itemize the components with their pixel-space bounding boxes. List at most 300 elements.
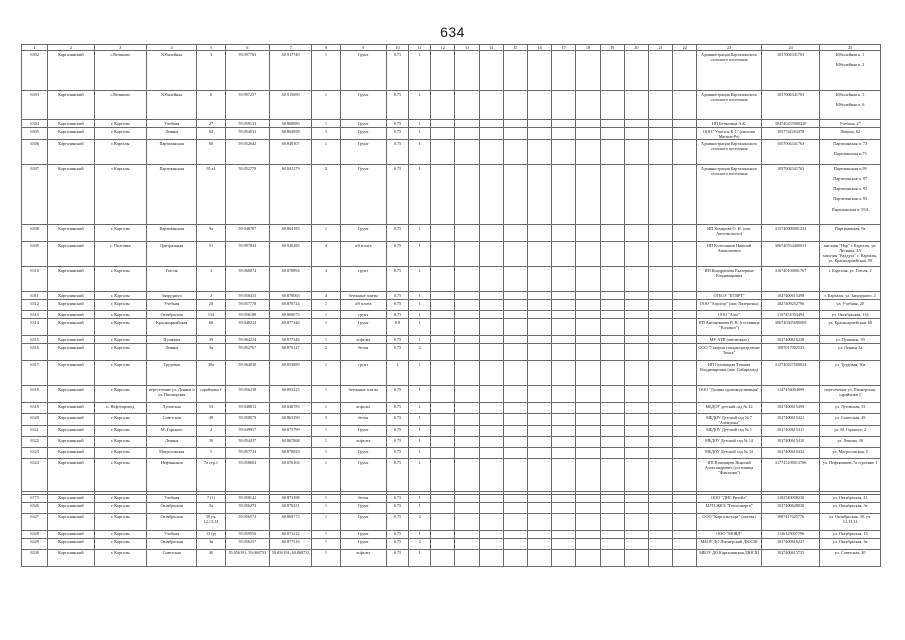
- table-cell: Грунт: [340, 538, 386, 549]
- table-cell: 0.75: [386, 140, 408, 165]
- table-cell: [576, 91, 600, 120]
- table-cell: пересечение ул. Пионерская, сарайчики 1: [820, 386, 881, 403]
- table-cell: 59.054033: [225, 128, 269, 140]
- table-row: [22, 437, 881, 448]
- column-header: 7: [269, 45, 311, 51]
- table-cell: 134: [197, 311, 225, 319]
- column-header: 22: [673, 45, 697, 51]
- table-cell: [455, 267, 479, 292]
- table-cell: 6326: [22, 502, 48, 513]
- table-cell: Карталинский: [48, 51, 94, 91]
- table-cell: [624, 502, 648, 513]
- table-row: [22, 448, 881, 459]
- table-cell: [528, 165, 552, 225]
- table-cell: 1: [312, 403, 340, 414]
- table-cell: [479, 267, 503, 292]
- table-cell: ул. Октябрьская, 30, уч. 12,13,14: [820, 513, 881, 530]
- table-cell: [600, 128, 624, 140]
- table-cell: [673, 165, 697, 225]
- table-cell: 6313: [22, 311, 48, 319]
- table-cell: [479, 502, 503, 513]
- table-cell: [648, 437, 672, 448]
- table-cell: [431, 140, 455, 165]
- table-cell: 2: [197, 267, 225, 292]
- table-cell: [479, 386, 503, 403]
- table-cell: [431, 120, 455, 128]
- table-cell: [552, 120, 576, 128]
- table-cell: [600, 386, 624, 403]
- table-cell: 315740000001232: [761, 225, 819, 242]
- table-cell: 60.893223: [269, 386, 311, 403]
- table-row: [22, 300, 881, 311]
- table-cell: [600, 300, 624, 311]
- table-cell: ул. Ленина, 30: [820, 437, 881, 448]
- table-cell: [479, 538, 503, 549]
- table-cell: 6314: [22, 319, 48, 336]
- table-cell: [455, 165, 479, 225]
- table-cell: г. Карталы: [94, 530, 146, 538]
- table-cell: ул. Пушкина, 39: [820, 336, 881, 344]
- table-cell: [673, 386, 697, 403]
- table-cell: 1147456004099: [761, 386, 819, 403]
- table-cell: [552, 361, 576, 386]
- column-header: 24: [761, 45, 819, 51]
- table-cell: [624, 51, 648, 91]
- table-cell: ООО "МОЯЛ": [697, 530, 762, 538]
- table-cell: [624, 549, 648, 566]
- table-cell: [648, 403, 672, 414]
- table-cell: 59.058604: [225, 459, 269, 492]
- table-cell: 1057004341763: [761, 165, 819, 225]
- table-cell: 1: [409, 120, 431, 128]
- table-cell: [673, 344, 697, 361]
- table-cell: [431, 426, 455, 437]
- table-cell: [455, 361, 479, 386]
- table-row: [22, 336, 881, 344]
- table-cell: [431, 300, 455, 311]
- table-cell: [431, 437, 455, 448]
- table-cell: г. Карталы: [94, 300, 146, 311]
- table-cell: [552, 300, 576, 311]
- column-header: 10: [386, 45, 408, 51]
- table-cell: [528, 426, 552, 437]
- table-cell: 60.876127: [269, 344, 311, 361]
- table-cell: 59.997763: [225, 51, 269, 91]
- table-cell: [624, 414, 648, 426]
- table-cell: 1: [409, 91, 431, 120]
- table-cell: 4: [312, 292, 340, 300]
- table-cell: [600, 242, 624, 267]
- table-cell: 1: [409, 386, 431, 403]
- table-cell: Карталинский: [48, 242, 94, 267]
- table-cell: [600, 403, 624, 414]
- table-cell: [503, 437, 527, 448]
- table-cell: 59.054437: [225, 437, 269, 448]
- table-cell: 6330: [22, 549, 48, 566]
- table-cell: [673, 300, 697, 311]
- table-cell: 0.75: [386, 538, 408, 549]
- table-cell: [431, 128, 455, 140]
- table-cell: 0.75: [386, 549, 408, 566]
- table-cell: [648, 361, 672, 386]
- table-cell: [479, 128, 503, 140]
- table-cell: МБДОУ Детский сад № 1: [697, 426, 762, 437]
- table-cell: г. Карталы, ул. Гоголя, 2: [820, 267, 881, 292]
- table-cell: [624, 386, 648, 403]
- table-cell: [455, 448, 479, 459]
- table-cell: 95 к1: [197, 165, 225, 225]
- table-cell: [576, 140, 600, 165]
- table-cell: Карталинский: [48, 225, 94, 242]
- table-cell: Партизанская: [147, 140, 197, 165]
- table-cell: 1: [409, 242, 431, 267]
- table-cell: Карталинский: [48, 459, 94, 492]
- table-cell: асфальт: [340, 437, 386, 448]
- table-cell: 2: [197, 426, 225, 437]
- table-cell: 60.875799: [269, 426, 311, 437]
- table-row: [22, 267, 881, 292]
- table-row: [22, 91, 881, 120]
- table-row: [22, 120, 881, 128]
- table-cell: Карталинский: [48, 140, 94, 165]
- table-cell: Партизанская п.99 Партизанская п. 97 Партизанская п. 95 Партизанская п. 93 Партизанская п. 93А: [820, 165, 881, 225]
- table-cell: 1: [312, 549, 340, 566]
- table-cell: Карталинский: [48, 311, 94, 319]
- table-cell: [624, 459, 648, 492]
- table-cell: 59.056574: [225, 513, 269, 530]
- table-cell: [479, 549, 503, 566]
- table-cell: [552, 426, 576, 437]
- table-cell: 59.050433: [225, 292, 269, 300]
- table-row: [22, 513, 881, 530]
- table-cell: [576, 242, 600, 267]
- table-cell: [552, 225, 576, 242]
- table-cell: 0.75: [386, 414, 408, 426]
- column-header: 16: [528, 45, 552, 51]
- table-cell: [624, 140, 648, 165]
- table-cell: Юбилейная п. 1 Юбилейная п. 2: [820, 51, 881, 91]
- table-cell: [552, 165, 576, 225]
- table-cell: 6304: [22, 120, 48, 128]
- table-cell: [455, 120, 479, 128]
- table-cell: [600, 165, 624, 225]
- table-cell: [648, 530, 672, 538]
- table-cell: [648, 336, 672, 344]
- table-cell: [600, 437, 624, 448]
- table-cell: 59.052642: [225, 140, 269, 165]
- table-cell: 3: [197, 51, 225, 91]
- table-cell: 6306: [22, 140, 48, 165]
- table-cell: ООО "Долина производственная": [697, 386, 762, 403]
- table-cell: 6: [197, 91, 225, 120]
- table-cell: 1: [312, 51, 340, 91]
- table-cell: [624, 91, 648, 120]
- column-header: 25: [820, 45, 881, 51]
- table-cell: [528, 344, 552, 361]
- column-header: 1: [22, 45, 48, 51]
- table-cell: 0.75: [386, 426, 408, 437]
- table-cell: 1: [409, 311, 431, 319]
- table-cell: 1057004341763: [761, 91, 819, 120]
- page-number: 634: [440, 24, 465, 40]
- table-cell: [673, 426, 697, 437]
- table-cell: 1027400615499: [761, 403, 819, 414]
- table-cell: [528, 513, 552, 530]
- table-cell: 0.75: [386, 267, 408, 292]
- table-cell: [503, 91, 527, 120]
- table-cell: [624, 426, 648, 437]
- table-cell: Карталинский: [48, 91, 94, 120]
- table-cell: грунт: [340, 311, 386, 319]
- table-cell: 0.75: [386, 242, 408, 267]
- table-cell: 0.75: [386, 51, 408, 91]
- table-cell: [479, 494, 503, 502]
- table-row: [22, 128, 881, 140]
- table-cell: [648, 426, 672, 437]
- table-cell: Карталинский: [48, 426, 94, 437]
- table-cell: 0.75: [386, 225, 408, 242]
- table-cell: [479, 344, 503, 361]
- table-cell: [455, 426, 479, 437]
- table-cell: 1: [312, 437, 340, 448]
- table-cell: 1: [312, 448, 340, 459]
- table-cell: ул. Нефтяников, 7а строение 1: [820, 459, 881, 492]
- table-cell: Ленина: [147, 128, 197, 140]
- table-cell: 6302: [22, 51, 48, 91]
- table-cell: 59.060074: [225, 267, 269, 292]
- table-cell: 0.75: [386, 459, 408, 492]
- table-cell: 1027400615432: [761, 448, 819, 459]
- table-cell: [479, 448, 503, 459]
- table-cell: [648, 225, 672, 242]
- table-cell: [624, 538, 648, 549]
- table-cell: 60.876104: [269, 459, 311, 492]
- table-cell: [552, 91, 576, 120]
- table-cell: [624, 403, 648, 414]
- table-cell: [552, 386, 576, 403]
- table-cell: [624, 300, 648, 311]
- table-cell: [528, 403, 552, 414]
- table-cell: 1: [312, 225, 340, 242]
- table-cell: 59.056188: [225, 311, 269, 319]
- table-row: [22, 386, 881, 403]
- table-cell: г. Карталы: [94, 128, 146, 140]
- table-cell: МУП ЖКХ "Теплоэнерго": [697, 502, 762, 513]
- table-cell: [648, 319, 672, 336]
- table-cell: 60.920285: [269, 242, 311, 267]
- table-cell: 306740305690069: [761, 319, 819, 336]
- table-cell: 317745100013766: [761, 459, 819, 492]
- table-cell: ООО "Агрогор" (маг. Пятерочка): [697, 300, 762, 311]
- table-cell: 40: [197, 549, 225, 566]
- table-cell: [673, 336, 697, 344]
- table-cell: [552, 549, 576, 566]
- table-cell: 1: [409, 437, 431, 448]
- table-cell: 80: [197, 140, 225, 165]
- table-cell: [600, 414, 624, 426]
- table-cell: Карталинский: [48, 300, 94, 311]
- table-cell: [600, 267, 624, 292]
- table-cell: ООО "Участок К-1" (магазин Магнит-Ре): [697, 128, 762, 140]
- table-cell: ИП Кондратьева Екатерина Владимировна: [697, 267, 762, 292]
- table-cell: [624, 319, 648, 336]
- table-cell: [648, 300, 672, 311]
- table-cell: [648, 91, 672, 120]
- table-cell: [576, 344, 600, 361]
- table-cell: [600, 292, 624, 300]
- table-cell: [648, 128, 672, 140]
- column-header: 6: [225, 45, 269, 51]
- table-row: [22, 403, 881, 414]
- table-cell: 1057004341763: [761, 140, 819, 165]
- table-cell: [479, 51, 503, 91]
- table-cell: 1: [312, 91, 340, 120]
- table-cell: [552, 292, 576, 300]
- table-cell: [503, 513, 527, 530]
- table-cell: Администрация Карталинского сельского поселения: [697, 51, 762, 91]
- table-cell: 3: [312, 414, 340, 426]
- table-cell: [624, 225, 648, 242]
- table-cell: [673, 448, 697, 459]
- table-cell: 6320: [22, 414, 48, 426]
- table-cell: [576, 494, 600, 502]
- table-cell: 6307: [22, 165, 48, 225]
- table-row: [22, 344, 881, 361]
- table-cell: 60.868889: [269, 120, 311, 128]
- table-cell: Октябрьская: [147, 311, 197, 319]
- table-cell: 60.864858: [269, 128, 311, 140]
- table-cell: Юбилейная п. 5 Юбилейная п. 6: [820, 91, 881, 120]
- table-cell: [673, 128, 697, 140]
- table-cell: 6328: [22, 530, 48, 538]
- table-cell: 6316: [22, 344, 48, 361]
- table-cell: 60.869775: [269, 513, 311, 530]
- table-cell: Администрация Карталинского сельского поселения: [697, 165, 762, 225]
- table-cell: [648, 311, 672, 319]
- table-cell: 2: [409, 513, 431, 530]
- table-cell: [479, 336, 503, 344]
- table-cell: [503, 494, 527, 502]
- table-row: [22, 426, 881, 437]
- table-cell: 59.997257: [225, 91, 269, 120]
- table-cell: [648, 538, 672, 549]
- table-cell: ул. Трудовая, 30а: [820, 361, 881, 386]
- table-cell: ИП Антоненкова В. В. (гостиница "Колокол"): [697, 319, 762, 336]
- table-cell: [503, 414, 527, 426]
- table-cell: ИП Бетвалина А.К.: [697, 120, 762, 128]
- table-cell: Администрация Карталинского сельского поселения: [697, 140, 762, 165]
- table-cell: Ленина: [147, 344, 197, 361]
- table-cell: [624, 267, 648, 292]
- table-cell: [576, 513, 600, 530]
- table-cell: [479, 414, 503, 426]
- table-cell: [528, 414, 552, 426]
- table-cell: 1: [312, 311, 340, 319]
- table-cell: [648, 242, 672, 267]
- table-row: [22, 319, 881, 336]
- table-cell: Карталинский: [48, 403, 94, 414]
- table-cell: Учебная: [147, 120, 197, 128]
- table-cell: [624, 513, 648, 530]
- table-cell: 1027409252796: [761, 300, 819, 311]
- table-cell: 59.058979: [225, 414, 269, 426]
- table-cell: 0.75: [386, 300, 408, 311]
- table-cell: 1: [409, 292, 431, 300]
- table-cell: [528, 300, 552, 311]
- table-cell: [648, 549, 672, 566]
- table-cell: а/б плита: [340, 242, 386, 267]
- table-cell: [431, 311, 455, 319]
- table-cell: Грунт: [340, 448, 386, 459]
- table-cell: [552, 128, 576, 140]
- table-cell: 60.870829: [269, 448, 311, 459]
- table-cell: 59.056191, 60.868733: [269, 549, 311, 566]
- table-cell: [624, 361, 648, 386]
- table-cell: Грунт: [340, 51, 386, 91]
- table-cell: г. Карталы: [94, 311, 146, 319]
- table-cell: [673, 311, 697, 319]
- table-cell: Грунт: [340, 513, 386, 530]
- table-cell: [455, 513, 479, 530]
- table-cell: г. Карталы: [94, 120, 146, 128]
- table-cell: 1: [312, 426, 340, 437]
- table-cell: с.Великово: [94, 91, 146, 120]
- table-cell: 0.75: [386, 128, 408, 140]
- table-cell: [455, 128, 479, 140]
- table-cell: [431, 459, 455, 492]
- table-cell: [503, 459, 527, 492]
- table-cell: [552, 319, 576, 336]
- table-cell: [479, 361, 503, 386]
- table-cell: [431, 386, 455, 403]
- table-cell: [552, 51, 576, 91]
- table-cell: МБДОУ Детский сад № 34: [697, 448, 762, 459]
- table-cell: 2: [312, 165, 340, 225]
- table-cell: Матросовская: [147, 448, 197, 459]
- table-cell: ООО "Альт": [697, 311, 762, 319]
- table-cell: [528, 319, 552, 336]
- table-cell: [431, 91, 455, 120]
- table-cell: г. Карталы: [94, 386, 146, 403]
- table-cell: [552, 414, 576, 426]
- table-cell: 3а: [197, 502, 225, 513]
- table-cell: 304740235900320: [761, 120, 819, 128]
- table-cell: 1: [312, 459, 340, 492]
- table-cell: 4: [312, 242, 340, 267]
- table-cell: [600, 120, 624, 128]
- table-cell: [528, 361, 552, 386]
- table-cell: 59.052779: [225, 165, 269, 225]
- table-cell: МБДОУ Детский сад № 7 "Алёнушка": [697, 414, 762, 426]
- column-header: 12: [431, 45, 455, 51]
- table-cell: Грунт: [340, 91, 386, 120]
- table-cell: Партизанская: [147, 225, 197, 242]
- table-cell: МУ АТП (автовокзал): [697, 336, 762, 344]
- table-cell: [648, 140, 672, 165]
- table-cell: [600, 344, 624, 361]
- table-cell: 1: [409, 128, 431, 140]
- table-cell: Грунт: [340, 120, 386, 128]
- table-cell: [552, 494, 576, 502]
- table-cell: ИП Комарова О. Н. (маг. Автозапчасти): [697, 225, 762, 242]
- table-cell: Центральная: [147, 242, 197, 267]
- table-cell: [552, 403, 576, 414]
- table-cell: Юбилейная: [147, 51, 197, 91]
- table-cell: [503, 361, 527, 386]
- table-cell: [431, 530, 455, 538]
- table-cell: [673, 267, 697, 292]
- table-cell: ул. Октябрьская, 13: [820, 530, 881, 538]
